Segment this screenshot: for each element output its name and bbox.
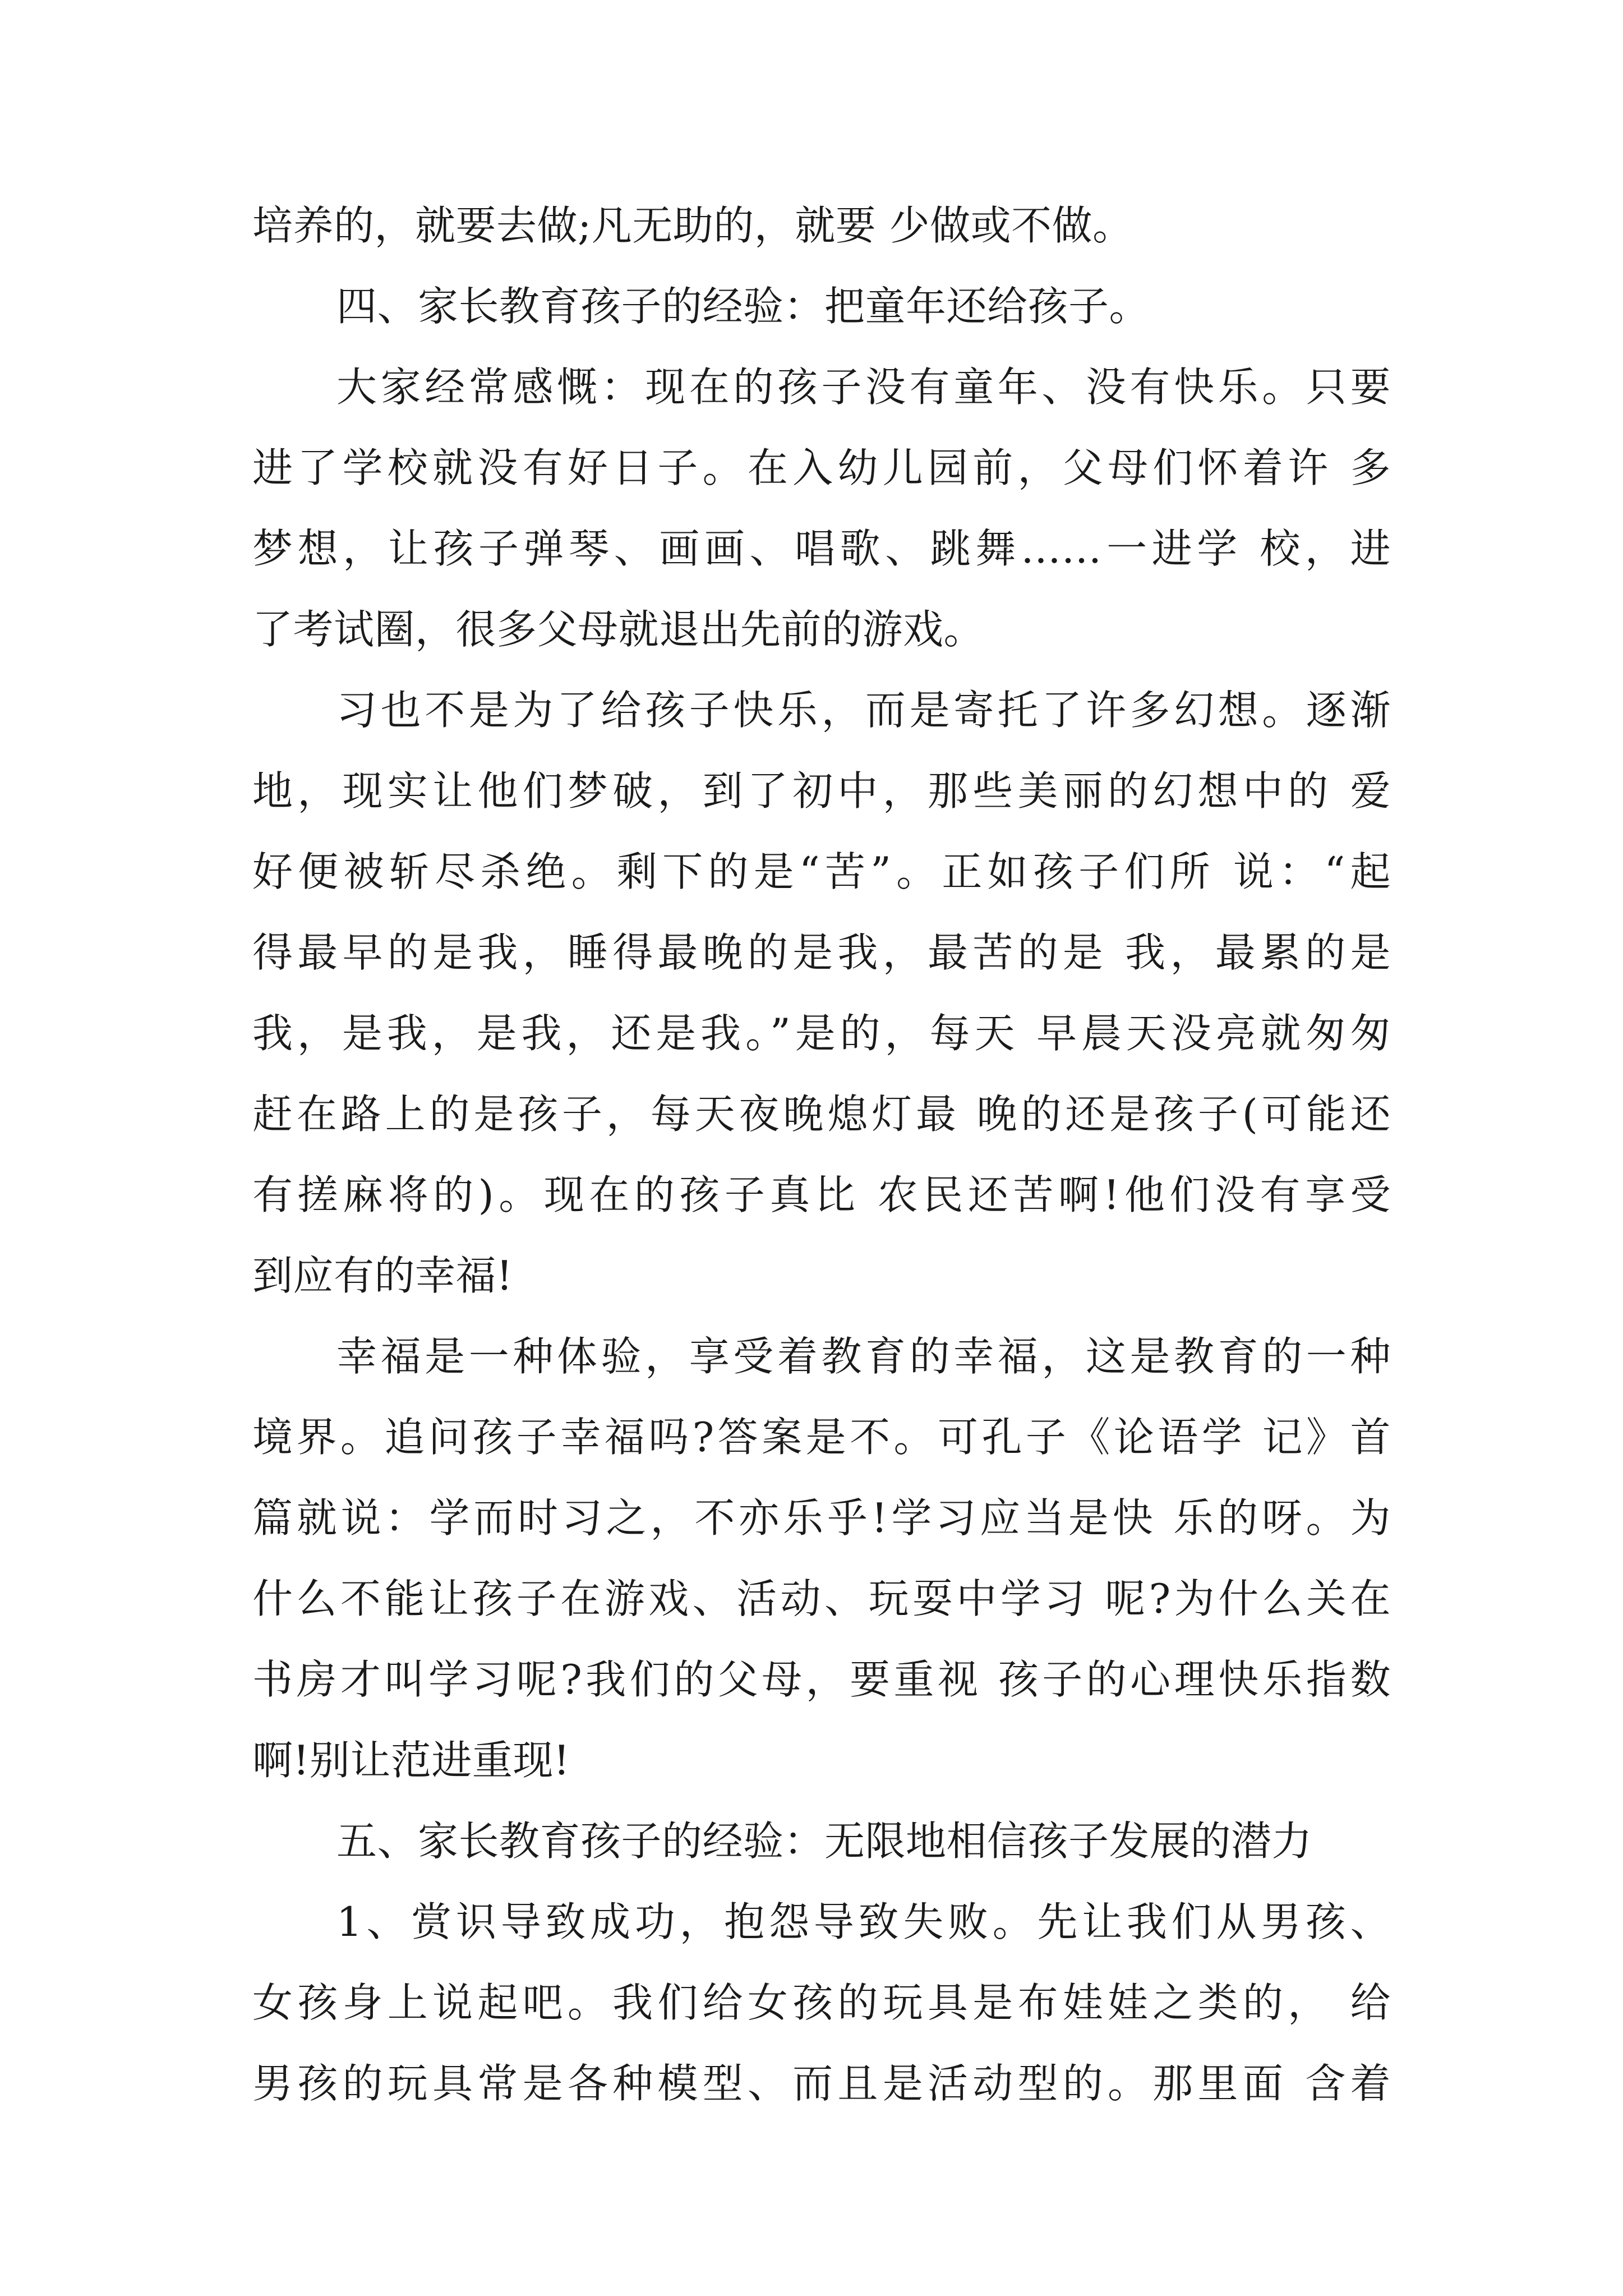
section-heading: 五、家长教育孩子的经验：无限地相信孩子发展的潜力 <box>336 1818 1313 1865</box>
paragraph-start-line: 1、赏识导致成功，抱怨导致失败。先让我们从男孩、 <box>336 1898 1391 1945</box>
section-heading: 四、家长教育孩子的经验：把童年还给孩子。 <box>336 283 1150 330</box>
text-line: 什么不能让孩子在游戏、活动、玩耍中学习 呢?为什么关在 <box>252 1575 1391 1622</box>
text-line: 有搓麻将的)。现在的孩子真比 农民还苦啊!他们没有享受 <box>252 1171 1391 1218</box>
paragraph-start-line: 幸福是一种体验，享受着教育的幸福，这是教育的一种 <box>336 1333 1391 1380</box>
text-line: 梦想，让孩子弹琴、画画、唱歌、跳舞……一进学 校，进 <box>252 525 1391 572</box>
text-line: 了考试圈，很多父母就退出先前的游戏。 <box>252 606 985 653</box>
paragraph-start-line: 习也不是为了给孩子快乐，而是寄托了许多幻想。逐渐 <box>336 687 1391 734</box>
text-line: 地，现实让他们梦破，到了初中，那些美丽的幻想中的 爱 <box>252 767 1391 815</box>
text-line: 男孩的玩具常是各种模型、而且是活动型的。那里面 含着 <box>252 2060 1391 2107</box>
text-line: 得最早的是我，睡得最晚的是我，最苦的是 我，最累的是 <box>252 929 1391 976</box>
text-line: 好便被斩尽杀绝。剩下的是“苦”。正如孩子们所 说：“起 <box>252 848 1391 895</box>
text-line: 我，是我，是我，还是我。”是的，每天 早晨天没亮就匆匆 <box>252 1010 1391 1057</box>
text-line: 啊!别让范进重现! <box>252 1737 570 1784</box>
paragraph-start-line: 大家经常感慨：现在的孩子没有童年、没有快乐。只要 <box>336 364 1391 411</box>
text-line: 进了学校就没有好日子。在入幼儿园前，父母们怀着许 多 <box>252 444 1391 491</box>
text-line: 篇就说：学而时习之，不亦乐乎!学习应当是快 乐的呀。为 <box>252 1494 1391 1542</box>
text-line: 女孩身上说起吧。我们给女孩的玩具是布娃娃之类的， 给 <box>252 1979 1391 2026</box>
text-line: 境界。追问孩子幸福吗?答案是不。可孔子《论语学 记》首 <box>252 1414 1391 1461</box>
text-line: 书房才叫学习呢?我们的父母，要重视 孩子的心理快乐指数 <box>252 1656 1391 1703</box>
text-line: 培养的，就要去做;凡无助的，就要 少做或不做。 <box>252 202 1133 249</box>
text-line: 到应有的幸福! <box>252 1252 513 1299</box>
body-text <box>252 185 1391 2124</box>
text-line: 赶在路上的是孩子，每天夜晚熄灯最 晚的还是孩子(可能还 <box>252 1091 1391 1138</box>
